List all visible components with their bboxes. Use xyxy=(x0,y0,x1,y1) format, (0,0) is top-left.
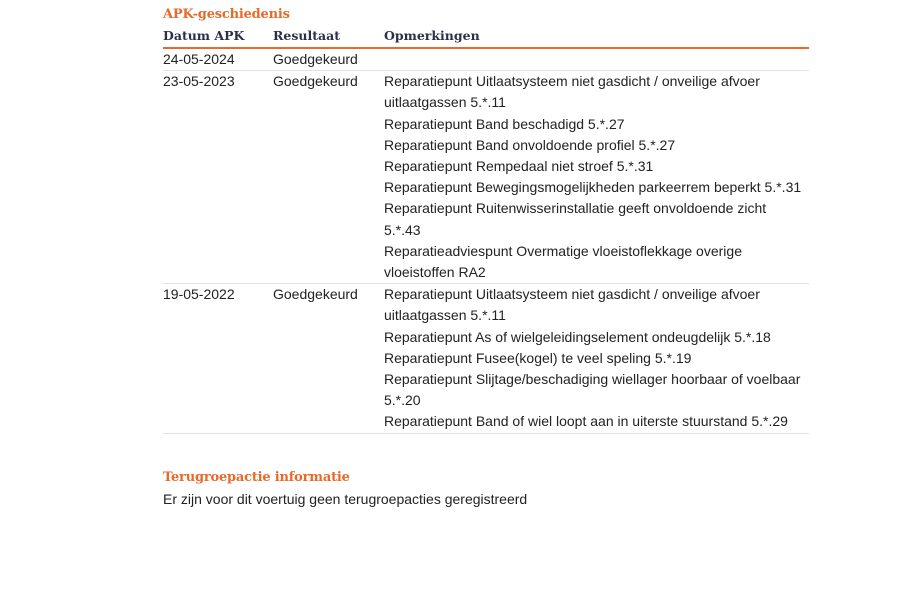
remark-line: Reparatiepunt Band of wiel loopt aan in uiterste stuurstand 5.*.29 xyxy=(384,413,788,430)
remark-line: vloeistoffen RA2 xyxy=(384,264,486,281)
cell-result: Goedgekeurd xyxy=(273,71,384,284)
table-row xyxy=(163,284,809,433)
remark-line: Reparatiepunt Uitlaatsysteem niet gasdicht / onveilige afvoer xyxy=(384,73,760,90)
remark-line: 5.*.43 xyxy=(384,221,421,238)
remark-line: Reparatieadviespunt Overmatige vloeistoflekkage overige xyxy=(384,242,742,259)
cell-result: Goedgekeurd xyxy=(273,284,384,433)
remark-line: Reparatiepunt Fusee(kogel) te veel speling 5.*.19 xyxy=(384,349,692,366)
remark-line: Reparatiepunt As of wielgeleidingselement ondeugdelijk 5.*.18 xyxy=(384,328,771,345)
cell-remarks xyxy=(384,284,809,433)
remark-line: uitlaatgassen 5.*.11 xyxy=(384,94,506,111)
remark-line: 5.*.20 xyxy=(384,392,421,409)
apk-history-rows xyxy=(163,48,809,433)
table-header-row xyxy=(163,26,809,48)
remark-line: Reparatiepunt Slijtage/beschadiging wiellager hoorbaar of voelbaar xyxy=(384,371,801,388)
cell-remarks xyxy=(384,48,809,71)
recall-section xyxy=(163,469,809,509)
header-remarks: Opmerkingen xyxy=(384,26,809,48)
cell-remarks xyxy=(384,71,809,284)
header-date: Datum APK xyxy=(163,26,273,48)
remark-line: Reparatiepunt Ruitenwisserinstallatie geeft onvoldoende zicht xyxy=(384,200,767,217)
cell-date: 23-05-2023 xyxy=(163,71,273,284)
content-area xyxy=(163,6,809,509)
remark-line: Reparatiepunt Rempedaal niet stroef 5.*.31 xyxy=(384,158,654,175)
remark-line: Reparatiepunt Bewegingsmogelijkheden parkeerrem beperkt 5.*.31 xyxy=(384,179,802,196)
cell-result: Goedgekeurd xyxy=(273,48,384,71)
apk-history-table xyxy=(163,26,809,434)
table-row xyxy=(163,71,809,284)
header-result: Resultaat xyxy=(273,26,384,48)
recall-title: Terugroepactie informatie xyxy=(163,469,350,485)
cell-date: 19-05-2022 xyxy=(163,284,273,433)
remark-line: Reparatiepunt Uitlaatsysteem niet gasdicht / onveilige afvoer xyxy=(384,286,760,303)
cell-date: 24-05-2024 xyxy=(163,48,273,71)
recall-text: Er zijn voor dit voertuig geen terugroepacties geregistreerd xyxy=(163,490,528,507)
remark-line: uitlaatgassen 5.*.11 xyxy=(384,307,506,324)
apk-history-title: APK-geschiedenis xyxy=(163,7,290,22)
table-row xyxy=(163,48,809,71)
remark-line: Reparatiepunt Band beschadigd 5.*.27 xyxy=(384,115,625,132)
remark-line: Reparatiepunt Band onvoldoende profiel 5.*.27 xyxy=(384,136,676,153)
